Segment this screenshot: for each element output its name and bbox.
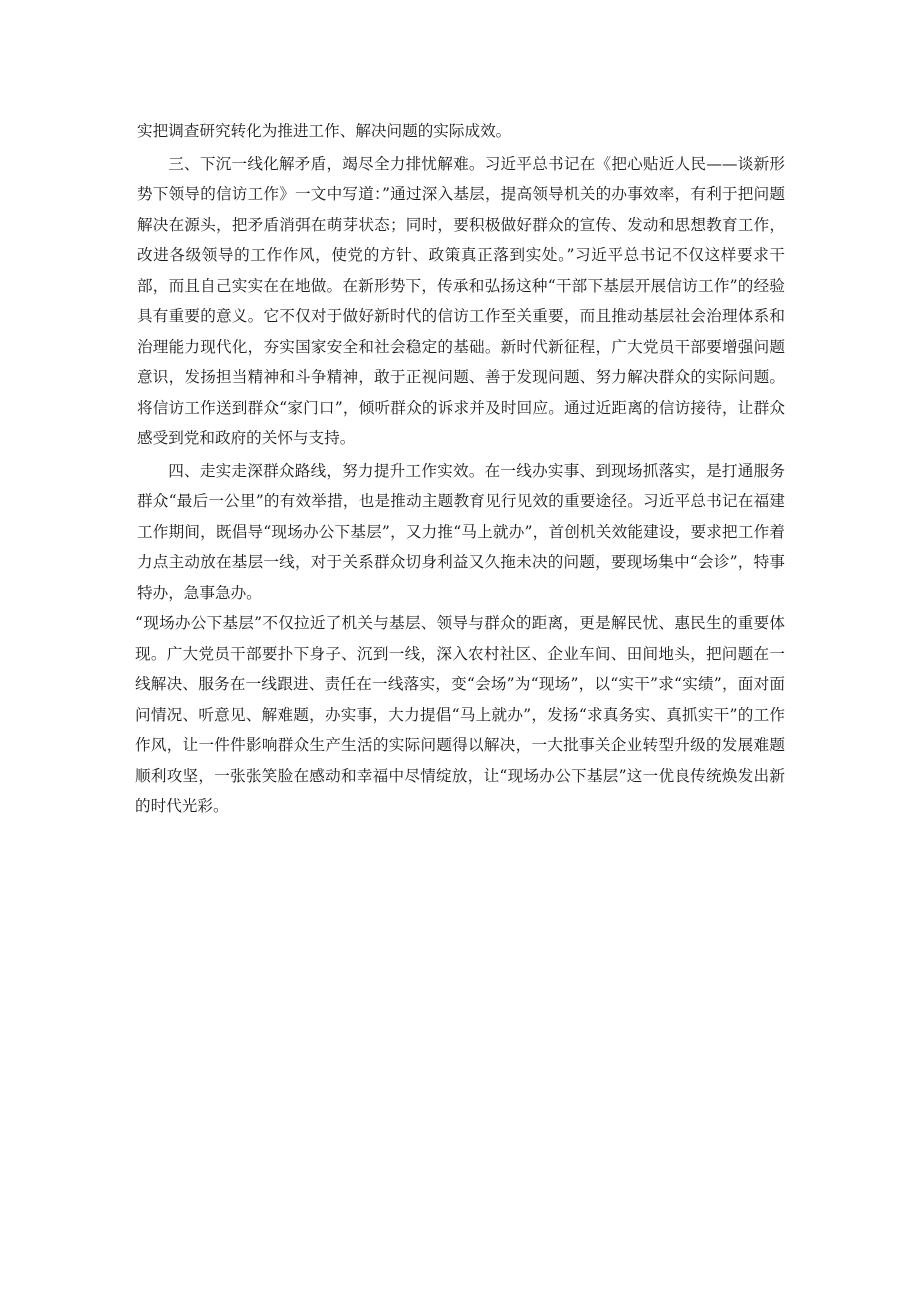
document-body: [137, 116, 785, 822]
paragraph-section-three: 三、下沉一线化解矛盾，竭尽全力排忧解难。习近平总书记在《把心贴近人民——谈新形势下领导的信访工作》一文中写道：”通过深入基层，提高领导机关的办事效率，有利于把问题解决在源头，把矛盾消弭在萌芽状态；同时，要积极做好群众的宣传、发动和思想教育工作，改进各级领导的工作作风，使党的方针、政策真正落到实处。”习近平总书记不仅这样要求干部，而且自己实实在在地做。在新形势下，传承和弘扬这种“干部下基层开展信访工作”的经验具有重要的意义。它不仅对于做好新时代的信访工作至关重要，而且推动基层社会治理体系和治理能力现代化，夯实国家安全和社会稳定的基础。新时代新征程，广大党员干部要增强问题意识，发扬担当精神和斗争精神，敢于正视问题、善于发现问题、努力解决群众的实际问题。将信访工作送到群众“家门口”，倾听群众的诉求并及时回应。通过近距离的信访接待，让群众感受到党和政府的关怀与支持。: [137, 154, 785, 447]
paragraph-continuation: 实把调查研究转化为推进工作、解决问题的实际成效。: [137, 122, 512, 140]
paragraph-section-four: 四、走实走深群众路线，努力提升工作实效。在一线办实事、到现场抓落实，是打通服务群众“最后一公里”的有效举措，也是推动主题教育见行见效的重要途径。习近平总书记在福建工作期间，既倡导“现场办公下基层”，又力推“马上就办”，首创机关效能建设，要求把工作着力点主动放在基层一线，对于关系群众切身利益又久拖未决的问题，要现场集中“会诊”，特事特办，急事急办。: [137, 461, 785, 602]
paragraph-field-office: “现场办公下基层”不仅拉近了机关与基层、领导与群众的距离，更是解民忧、惠民生的重要体现。广大党员干部要扑下身子、沉到一线，深入农村社区、企业车间、田间地头，把问题在一线解决、服务在一线跟进、责任在一线落实，变“会场”为“现场”，以“实干”求“实绩”，面对面问情况、听意见、解难题，办实事，大力提倡“马上就办”，发扬“求真务实、真抓实干”的工作作风，让一件件影响群众生产生活的实际问题得以解决，一大批事关企业转型升级的发展难题顺利攻坚，一张张笑脸在感动和幸福中尽情绽放，让“现场办公下基层”这一优良传统焕发出新的时代光彩。: [135, 614, 785, 815]
